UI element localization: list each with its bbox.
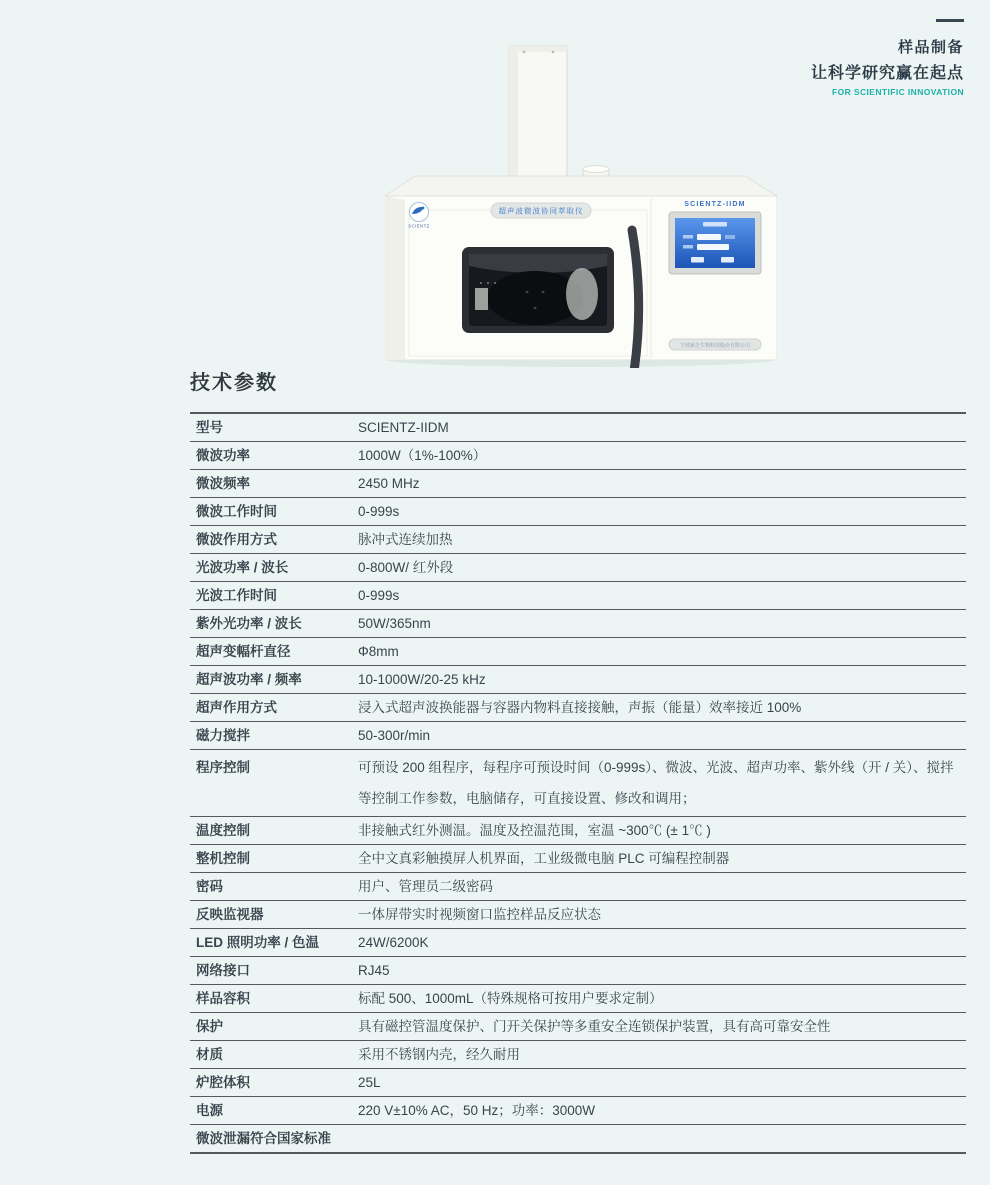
spec-value: 非接触式红外测温。温度及控温范围，室温 ~300℃ (± 1℃ ) xyxy=(358,823,711,838)
spec-value: Φ8mm xyxy=(358,644,399,659)
spec-label: 微波频率 xyxy=(196,476,250,491)
company-badge xyxy=(669,339,761,350)
spec-label: 材质 xyxy=(196,1047,223,1062)
touchscreen xyxy=(669,212,761,274)
table-row xyxy=(190,1012,966,1040)
spec-value: 0-999s xyxy=(358,504,400,519)
cabinet-top xyxy=(385,176,777,196)
spec-value: 1000W（1%-100%） xyxy=(358,448,487,463)
oven-window xyxy=(462,247,614,333)
spec-label: LED 照明功率 / 色温 xyxy=(196,935,320,950)
spec-label: 炉腔体积 xyxy=(196,1075,250,1090)
spec-label: 程序控制 xyxy=(196,760,250,775)
spec-label: 型号 xyxy=(196,420,223,435)
spec-label: 密码 xyxy=(196,879,223,894)
spec-label: 温度控制 xyxy=(196,823,250,838)
table-row xyxy=(190,1124,966,1152)
table-row xyxy=(190,469,966,497)
spec-label: 微波功率 xyxy=(196,448,250,463)
table-row xyxy=(190,1068,966,1096)
spec-value: 可预设 200 组程序，每程序可预设时间（0-999s）、微波、光波、超声功率、紫外线（开 / 关）、搅拌等控制工作参数，电脑储存，可直接设置、修改和调用； xyxy=(358,760,954,806)
spec-value: 220 V±10% AC，50 Hz；功率：3000W xyxy=(358,1103,596,1118)
table-row xyxy=(190,581,966,609)
header-slogan-cn2: 让科学研究赢在起点 xyxy=(810,65,964,82)
table-row xyxy=(190,525,966,553)
spec-table xyxy=(190,412,966,1154)
spec-label: 光波功率 / 波长 xyxy=(196,560,289,575)
table-row xyxy=(190,609,966,637)
spec-label: 微波泄漏符合国家标准 xyxy=(196,1131,331,1146)
spec-value: 50-300r/min xyxy=(358,728,431,743)
spec-label: 网络接口 xyxy=(196,963,250,978)
table-row xyxy=(190,1096,966,1124)
spec-label: 反映监视器 xyxy=(196,907,264,922)
brand-logo-text: SCIENTZ xyxy=(408,223,430,229)
table-row xyxy=(190,956,966,984)
spec-label: 磁力搅拌 xyxy=(196,728,250,743)
spec-value: 采用不锈钢内壳，经久耐用 xyxy=(358,1047,520,1062)
spec-value: 全中文真彩触摸屏人机界面，工业级微电脑 PLC 可编程控制器 xyxy=(358,851,730,866)
spec-label: 紫外光功率 / 波长 xyxy=(196,616,302,631)
spec-value: 用户、管理员二级密码 xyxy=(358,879,493,894)
spec-value: RJ45 xyxy=(358,963,390,978)
spec-value: 浸入式超声波换能器与容器内物料直接接触，声振（能量）效率接近 100% xyxy=(358,700,802,715)
brand-logo xyxy=(408,203,429,229)
spec-label: 保护 xyxy=(196,1019,223,1034)
spec-label: 光波工作时间 xyxy=(196,588,277,603)
product-nameplate xyxy=(491,203,591,218)
page-title: 技术参数 xyxy=(190,372,278,394)
table-row xyxy=(190,900,966,928)
spec-value: 一体屏带实时视频窗口监控样品反应状态 xyxy=(358,907,601,922)
spec-value: 脉冲式连续加热 xyxy=(358,532,453,547)
table-row xyxy=(190,816,966,844)
spec-label: 整机控制 xyxy=(196,851,250,866)
spec-value: 50W/365nm xyxy=(358,616,431,631)
spec-label: 超声作用方式 xyxy=(196,700,277,715)
table-row xyxy=(190,872,966,900)
product-nameplate-text: 超声波微波协同萃取仪 xyxy=(498,206,584,216)
spec-value: 具有磁控管温度保护、门开关保护等多重安全连锁保护装置，具有高可靠安全性 xyxy=(358,1019,831,1034)
table-row xyxy=(190,665,966,693)
spec-label: 超声波功率 / 频率 xyxy=(196,672,302,687)
model-label: SCIENTZ-IIDM xyxy=(684,201,746,208)
table-row xyxy=(190,984,966,1012)
table-row xyxy=(190,497,966,525)
spec-value: 25L xyxy=(358,1075,381,1090)
spec-value: SCIENTZ-IIDM xyxy=(358,420,449,435)
spec-label: 微波工作时间 xyxy=(196,504,277,519)
spec-value: 10-1000W/20-25 kHz xyxy=(358,672,486,687)
company-badge-text: 宁波新芝生物科技股份有限公司 xyxy=(679,342,751,349)
spec-value: 2450 MHz xyxy=(358,476,420,491)
table-row xyxy=(190,749,966,816)
table-row xyxy=(190,693,966,721)
table-row xyxy=(190,928,966,956)
spec-label: 电源 xyxy=(196,1103,223,1118)
table-row xyxy=(190,721,966,749)
table-row xyxy=(190,412,966,441)
table-row xyxy=(190,844,966,872)
corporate-header xyxy=(811,18,964,97)
spec-value: 0-800W/ 红外段 xyxy=(358,560,454,575)
spec-label: 超声变幅杆直径 xyxy=(196,644,291,659)
table-row xyxy=(190,553,966,581)
table-row xyxy=(190,441,966,469)
spec-label: 样品容积 xyxy=(196,991,250,1006)
table-row xyxy=(190,1040,966,1068)
ultrasonic-column xyxy=(503,46,573,195)
spec-value: 标配 500、1000mL（特殊规格可按用户要求定制） xyxy=(358,991,663,1006)
spec-label: 微波作用方式 xyxy=(196,532,277,547)
header-slogan-en: FOR SCIENTIFIC INNOVATION xyxy=(832,87,964,97)
spec-value: 0-999s xyxy=(358,588,400,603)
header-dash xyxy=(936,19,964,22)
product-photo xyxy=(385,42,777,368)
table-row xyxy=(190,637,966,665)
spec-value: 24W/6200K xyxy=(358,935,429,950)
instrument-illustration xyxy=(385,42,777,368)
header-slogan-cn1: 样品制备 xyxy=(897,39,964,56)
